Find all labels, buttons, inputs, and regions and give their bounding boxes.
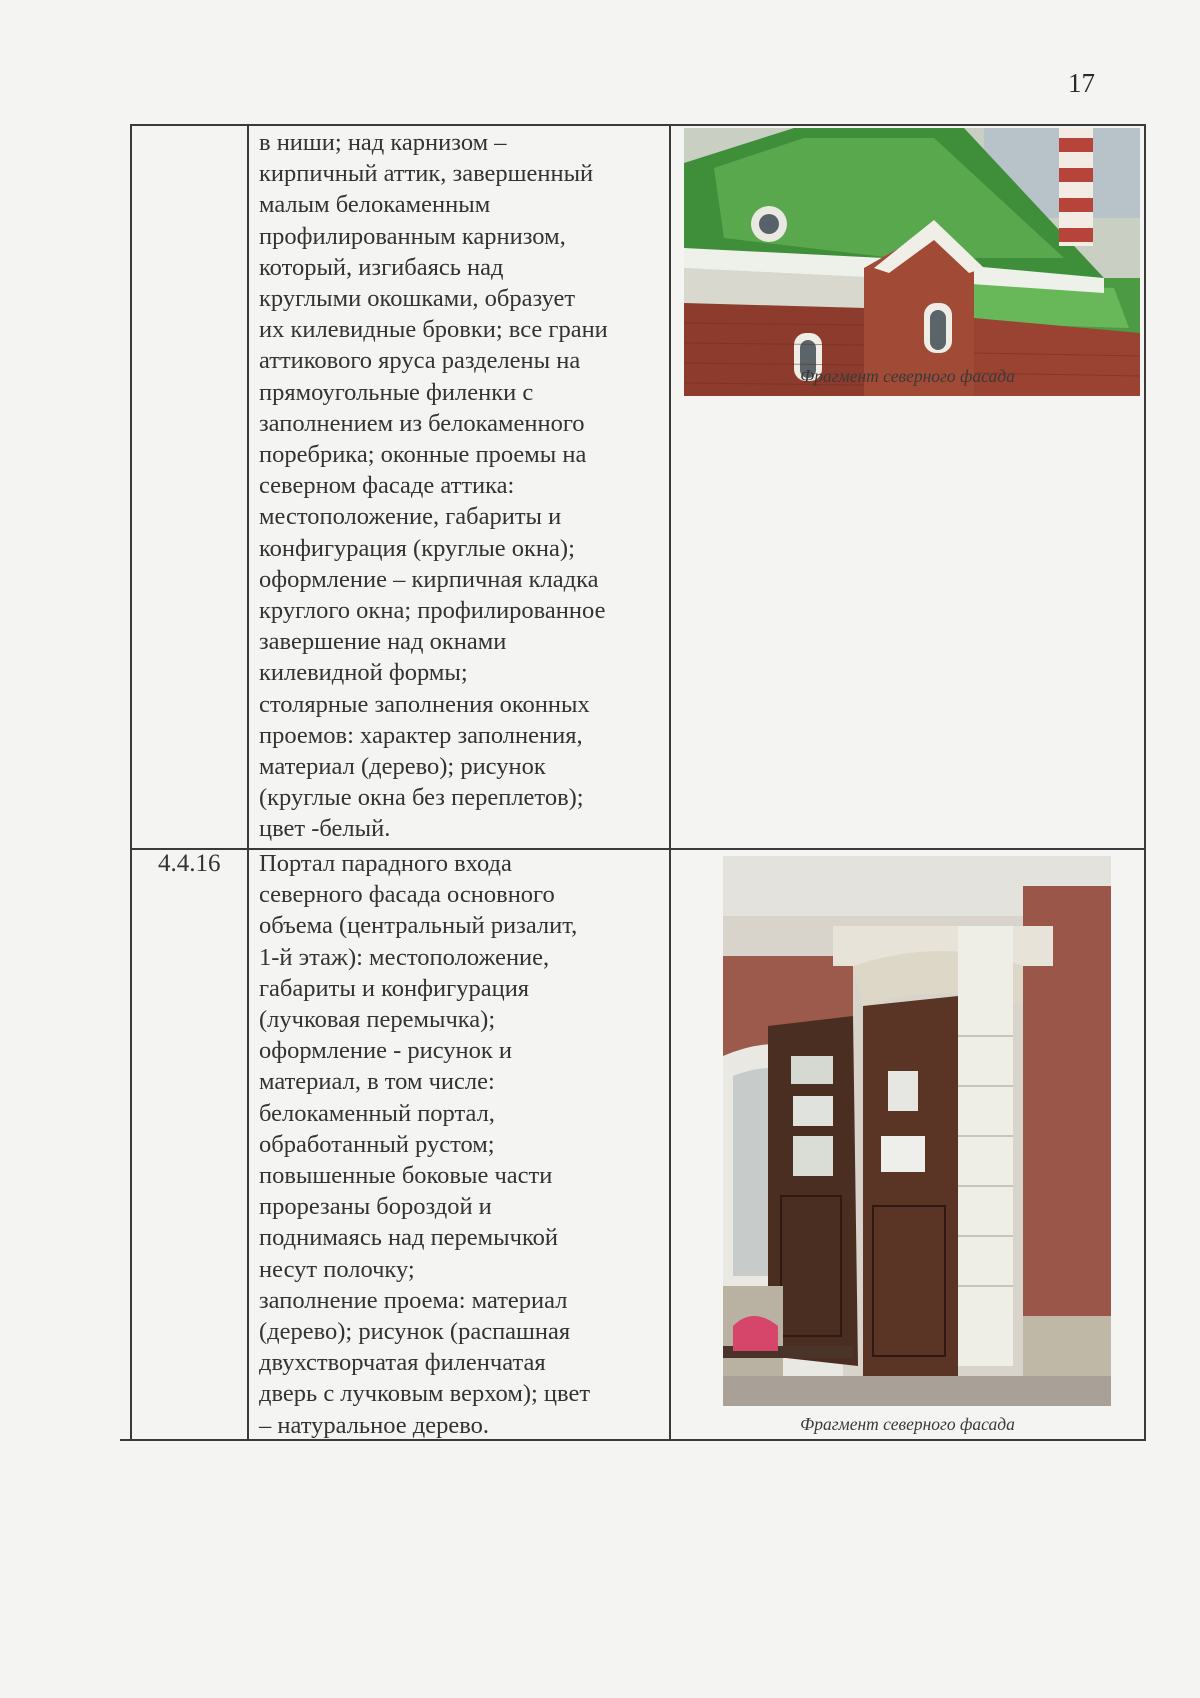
photo-caption: Фрагмент северного фасада: [800, 1414, 1015, 1434]
row-number-cell: [130, 848, 247, 1440]
row-number: 4.4.16: [158, 850, 221, 877]
table-row: [130, 848, 1146, 1440]
row-number-cell: [130, 124, 247, 848]
page-number: 17: [1068, 68, 1095, 98]
description-cell: [247, 848, 669, 1440]
document-table: [130, 124, 1146, 1440]
row-description: в ниши; над карнизом – кирпичный аттик, завершенный малым белокаменным профилированным карнизом, который, изгибаясь над круглыми окошками, образует их килевидные бровки; все грани аттикового яруса разделены на прямоугольные филенки с заполнением из белокаменного поребрика; оконные проемы на северном фасаде аттика: местоположение, габариты и конфигурация (круглые окна); оформление – кирпичная кладка круглого окна; профилированное завершение над окнами килевидной формы; столярные заполнения оконных проемов: характер заполнения, материал (дерево); рисунок (круглые окна без переплетов); цвет -белый.: [259, 129, 608, 843]
entrance-portal-photo-image: [723, 856, 1111, 1406]
roof-facade-photo: [684, 128, 1140, 396]
roof-facade-photo-image: [684, 128, 1140, 396]
table-row: [130, 124, 1146, 848]
description-cell: [247, 124, 669, 848]
photo-cell: [669, 124, 1146, 848]
entrance-portal-photo: [723, 856, 1111, 1406]
row-description: Портал парадного входа северного фасада основного объема (центральный ризалит, 1-й этаж): местоположение, габариты и конфигурация (лучковая перемычка); оформление - рисунок и материал, в том числе: белокаменный портал, обработанный рустом; повышенные боковые части прорезаны бороздой и поднимаясь над перемычкой несут полочку; заполнение проема: материал (дерево); рисунок (распашная двухстворчатая филенчатая дверь с лучковым верхом); цвет – натуральное дерево.: [259, 850, 591, 1439]
photo-cell: [669, 848, 1146, 1440]
photo-caption: Фрагмент северного фасада: [800, 366, 1015, 386]
